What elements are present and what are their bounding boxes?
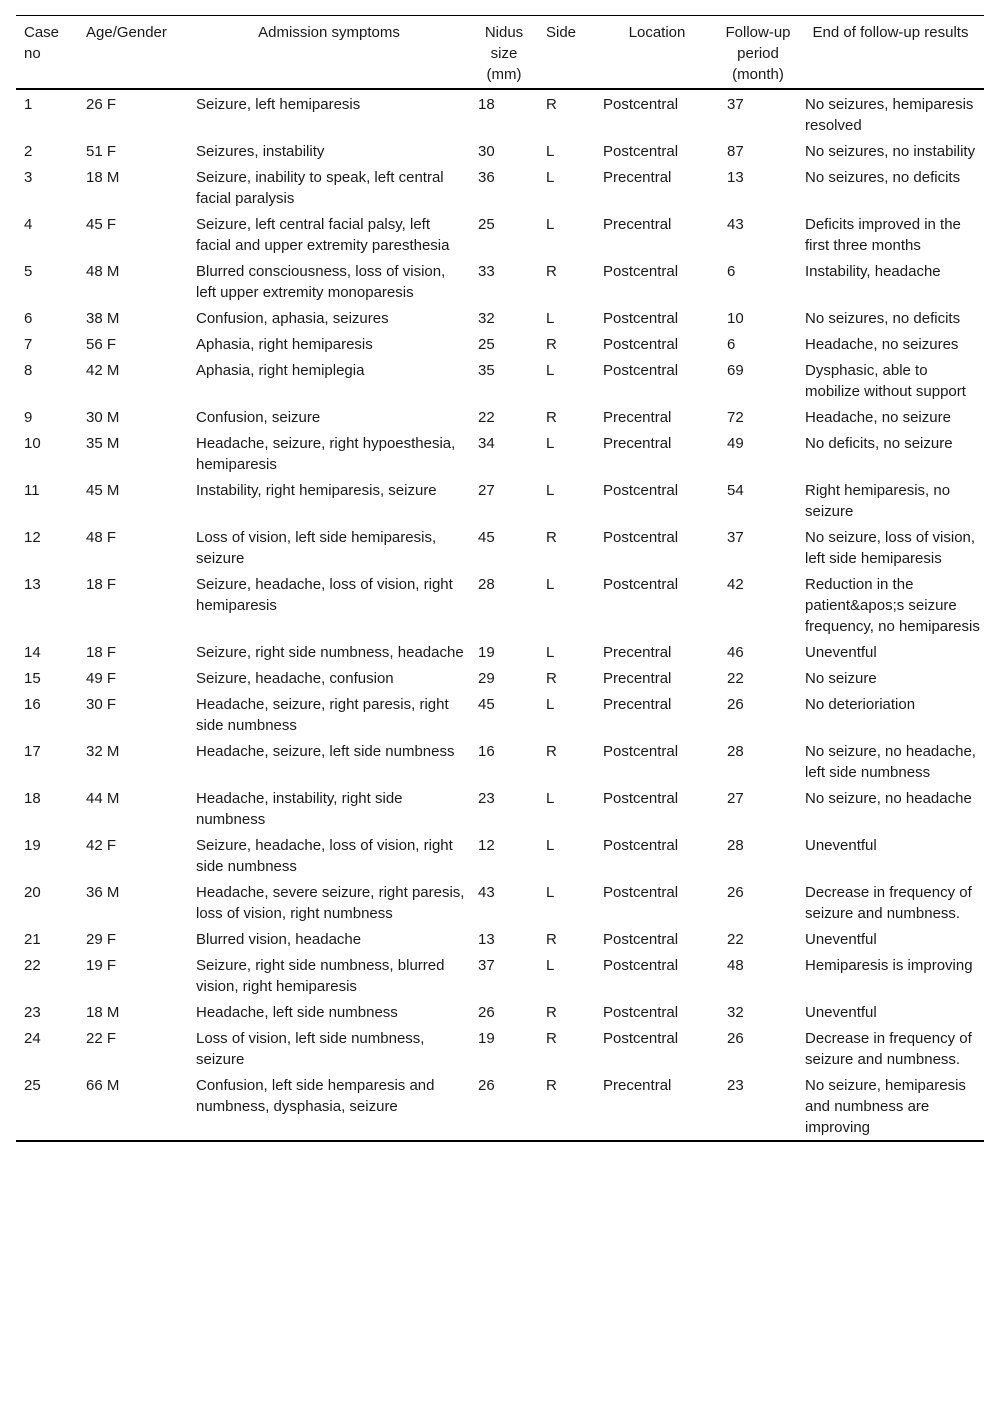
cell-side: L [546,644,555,661]
cell-follow-up: 72 [727,409,744,426]
cell-admission-symptoms: Confusion, aphasia, seizures [196,310,389,327]
cell-follow-up: 10 [727,310,744,327]
table-row [16,879,984,926]
cell-admission-symptoms: Headache, seizure, right hypoesthesia, hemiparesis [196,435,456,473]
cell-result: No deterioriation [805,696,916,713]
cell-location: Postcentral [603,743,679,760]
header-location: Location [628,24,686,41]
cell-follow-up: 26 [727,884,744,901]
cell-follow-up: 87 [727,143,744,160]
cell-age-gender: 48 M [86,263,120,280]
cell-age-gender: 56 F [86,336,117,353]
cell-admission-symptoms: Seizure, headache, loss of vision, right side numbness [196,837,453,875]
cell-nidus-size: 29 [478,670,495,687]
cell-location: Precentral [603,169,672,186]
cell-location: Postcentral [603,837,679,854]
cell-nidus-size: 19 [478,1030,495,1047]
cell-case-no: 19 [24,837,41,854]
cell-result: No seizures, no deficits [805,310,961,327]
cell-result: Uneventful [805,931,877,948]
cell-age-gender: 45 M [86,482,120,499]
table-header [16,16,984,90]
cell-follow-up: 48 [727,957,744,974]
cell-location: Precentral [603,216,672,233]
cell-location: Precentral [603,409,672,426]
cell-age-gender: 49 F [86,670,117,687]
cell-admission-symptoms: Seizures, instability [196,143,325,160]
cell-case-no: 12 [24,529,41,546]
cell-admission-symptoms: Headache, seizure, left side numbness [196,743,455,760]
cell-side: L [546,362,555,379]
case-table [16,15,984,1142]
cell-nidus-size: 45 [478,696,495,713]
cell-admission-symptoms: Headache, severe seizure, right paresis, loss of vision, right numbness [196,884,465,922]
cell-follow-up: 27 [727,790,744,807]
cell-case-no: 15 [24,670,41,687]
cell-side: R [546,96,557,113]
cell-side: L [546,310,555,327]
cell-side: L [546,169,555,186]
cell-follow-up: 49 [727,435,744,452]
table-body [16,89,984,1141]
cell-side: R [546,1030,557,1047]
cell-location: Postcentral [603,482,679,499]
cell-nidus-size: 26 [478,1077,495,1094]
cell-case-no: 20 [24,884,41,901]
cell-case-no: 18 [24,790,41,807]
cell-admission-symptoms: Confusion, seizure [196,409,321,426]
cell-location: Precentral [603,670,672,687]
cell-age-gender: 66 M [86,1077,120,1094]
cell-admission-symptoms: Seizure, left hemiparesis [196,96,361,113]
cell-case-no: 21 [24,931,41,948]
cell-admission-symptoms: Aphasia, right hemiplegia [196,362,365,379]
cell-nidus-size: 16 [478,743,495,760]
cell-age-gender: 22 F [86,1030,117,1047]
cell-age-gender: 18 M [86,1004,120,1021]
cell-nidus-size: 27 [478,482,495,499]
header-follow-up: Follow-up period (month) [725,24,791,83]
cell-follow-up: 32 [727,1004,744,1021]
cell-side: L [546,143,555,160]
cell-age-gender: 30 M [86,409,120,426]
cell-result: Hemiparesis is improving [805,957,973,974]
cell-follow-up: 37 [727,96,744,113]
cell-case-no: 14 [24,644,41,661]
cell-case-no: 17 [24,743,41,760]
cell-follow-up: 6 [727,336,736,353]
cell-age-gender: 51 F [86,143,117,160]
cell-side: L [546,216,555,233]
cell-case-no: 5 [24,263,33,280]
cell-case-no: 2 [24,143,33,160]
cell-admission-symptoms: Blurred vision, headache [196,931,362,948]
table-row [16,404,984,430]
cell-nidus-size: 22 [478,409,495,426]
cell-age-gender: 36 M [86,884,120,901]
cell-age-gender: 18 F [86,576,117,593]
header-age-gender: Age/Gender [86,24,167,41]
cell-admission-symptoms: Instability, right hemiparesis, seizure [196,482,437,499]
table-row [16,258,984,305]
cell-case-no: 8 [24,362,33,379]
cell-case-no: 16 [24,696,41,713]
cell-follow-up: 6 [727,263,736,280]
cell-result: Deficits improved in the first three months [805,216,961,254]
cell-nidus-size: 33 [478,263,495,280]
table-row [16,926,984,952]
cell-result: No seizures, hemiparesis resolved [805,96,974,134]
cell-follow-up: 46 [727,644,744,661]
cell-location: Postcentral [603,263,679,280]
cell-nidus-size: 35 [478,362,495,379]
cell-age-gender: 38 M [86,310,120,327]
cell-admission-symptoms: Aphasia, right hemiparesis [196,336,373,353]
cell-location: Postcentral [603,143,679,160]
cell-location: Postcentral [603,310,679,327]
cell-side: R [546,1077,557,1094]
cell-nidus-size: 34 [478,435,495,452]
cell-age-gender: 29 F [86,931,117,948]
cell-side: L [546,884,555,901]
cell-case-no: 1 [24,96,33,113]
cell-side: R [546,931,557,948]
cell-case-no: 25 [24,1077,41,1094]
table-row [16,1025,984,1072]
cell-admission-symptoms: Seizure, headache, confusion [196,670,394,687]
cell-nidus-size: 12 [478,837,495,854]
cell-case-no: 11 [24,482,40,499]
cell-side: L [546,696,555,713]
cell-admission-symptoms: Seizure, right side numbness, blurred vision, right hemiparesis [196,957,445,995]
cell-nidus-size: 28 [478,576,495,593]
cell-age-gender: 42 F [86,837,117,854]
cell-location: Postcentral [603,884,679,901]
table-row [16,138,984,164]
cell-side: R [546,529,557,546]
cell-age-gender: 26 F [86,96,117,113]
table-container [16,15,984,1142]
cell-result: Decrease in frequency of seizure and numbness. [805,1030,972,1068]
cell-nidus-size: 18 [478,96,495,113]
cell-side: R [546,743,557,760]
cell-case-no: 9 [24,409,33,426]
cell-location: Postcentral [603,957,679,974]
cell-location: Postcentral [603,790,679,807]
cell-result: Right hemiparesis, no seizure [805,482,951,520]
cell-side: R [546,1004,557,1021]
cell-follow-up: 26 [727,1030,744,1047]
cell-case-no: 6 [24,310,33,327]
cell-admission-symptoms: Loss of vision, left side numbness, seizure [196,1030,425,1068]
cell-follow-up: 28 [727,743,744,760]
cell-side: R [546,336,557,353]
cell-follow-up: 26 [727,696,744,713]
cell-follow-up: 54 [727,482,744,499]
cell-result: No seizure, loss of vision, left side hemiparesis [805,529,976,567]
cell-nidus-size: 43 [478,884,495,901]
cell-location: Postcentral [603,336,679,353]
table-row [16,691,984,738]
cell-age-gender: 35 M [86,435,120,452]
cell-result: Headache, no seizures [805,336,959,353]
table-row [16,164,984,211]
cell-location: Postcentral [603,529,679,546]
cell-location: Postcentral [603,96,679,113]
cell-nidus-size: 30 [478,143,495,160]
cell-nidus-size: 26 [478,1004,495,1021]
table-row [16,89,984,138]
table-row [16,999,984,1025]
cell-result: Uneventful [805,644,877,661]
cell-nidus-size: 25 [478,216,495,233]
cell-location: Postcentral [603,1030,679,1047]
cell-nidus-size: 32 [478,310,495,327]
table-row [16,639,984,665]
cell-age-gender: 45 F [86,216,117,233]
cell-admission-symptoms: Seizure, right side numbness, headache [196,644,464,661]
cell-case-no: 24 [24,1030,41,1047]
cell-age-gender: 42 M [86,362,120,379]
table-row [16,430,984,477]
table-row [16,832,984,879]
cell-side: L [546,576,555,593]
cell-admission-symptoms: Headache, seizure, right paresis, right side numbness [196,696,449,734]
cell-side: R [546,263,557,280]
cell-follow-up: 22 [727,931,744,948]
cell-follow-up: 42 [727,576,744,593]
cell-nidus-size: 45 [478,529,495,546]
table-row [16,211,984,258]
cell-age-gender: 19 F [86,957,117,974]
cell-admission-symptoms: Blurred consciousness, loss of vision, left upper extremity monoparesis [196,263,446,301]
cell-admission-symptoms: Seizure, inability to speak, left central facial paralysis [196,169,444,207]
cell-admission-symptoms: Seizure, headache, loss of vision, right hemiparesis [196,576,453,614]
cell-follow-up: 37 [727,529,744,546]
header-admission-symptoms: Admission symptoms [258,24,400,41]
cell-location: Precentral [603,644,672,661]
cell-case-no: 13 [24,576,41,593]
cell-case-no: 3 [24,169,33,186]
cell-follow-up: 22 [727,670,744,687]
cell-result: Uneventful [805,837,877,854]
cell-follow-up: 13 [727,169,744,186]
cell-age-gender: 18 M [86,169,120,186]
cell-side: L [546,790,555,807]
cell-result: No seizure, no headache [805,790,972,807]
cell-case-no: 4 [24,216,33,233]
cell-side: L [546,837,555,854]
cell-age-gender: 30 F [86,696,117,713]
cell-follow-up: 43 [727,216,744,233]
cell-case-no: 7 [24,336,33,353]
cell-nidus-size: 13 [478,931,495,948]
cell-age-gender: 44 M [86,790,120,807]
header-nidus-size: Nidus size (mm) [484,24,524,83]
table-row [16,357,984,404]
cell-location: Postcentral [603,1004,679,1021]
table-row [16,524,984,571]
cell-side: L [546,957,555,974]
cell-admission-symptoms: Loss of vision, left side hemiparesis, seizure [196,529,437,567]
table-row [16,331,984,357]
table-row [16,785,984,832]
cell-admission-symptoms: Headache, left side numbness [196,1004,398,1021]
cell-location: Postcentral [603,362,679,379]
cell-follow-up: 23 [727,1077,744,1094]
cell-location: Precentral [603,1077,672,1094]
cell-admission-symptoms: Seizure, left central facial palsy, left facial and upper extremity paresthesia [196,216,450,254]
cell-age-gender: 48 F [86,529,117,546]
cell-case-no: 10 [24,435,41,452]
cell-result: Headache, no seizure [805,409,951,426]
cell-location: Precentral [603,696,672,713]
cell-side: R [546,409,557,426]
header-case-no: Case no [24,24,60,62]
cell-result: No seizures, no deficits [805,169,961,186]
cell-result: Instability, headache [805,263,941,280]
table-row [16,571,984,639]
cell-side: L [546,435,555,452]
cell-result: No seizure, no headache, left side numbness [805,743,976,781]
table-row [16,305,984,331]
cell-case-no: 22 [24,957,41,974]
cell-case-no: 23 [24,1004,41,1021]
cell-age-gender: 18 F [86,644,117,661]
cell-admission-symptoms: Confusion, left side hemparesis and numbness, dysphasia, seizure [196,1077,435,1115]
header-row [16,16,984,90]
cell-result: Decrease in frequency of seizure and numbness. [805,884,972,922]
cell-result: No seizure, hemiparesis and numbness are improving [805,1077,966,1136]
cell-location: Postcentral [603,576,679,593]
cell-nidus-size: 37 [478,957,495,974]
cell-nidus-size: 23 [478,790,495,807]
header-results: End of follow-up results [812,24,969,41]
cell-side: R [546,670,557,687]
cell-side: L [546,482,555,499]
table-row [16,665,984,691]
cell-admission-symptoms: Headache, instability, right side numbness [196,790,403,828]
table-row [16,1072,984,1141]
cell-follow-up: 69 [727,362,744,379]
cell-result: No seizure [805,670,877,687]
cell-age-gender: 32 M [86,743,120,760]
cell-result: No deficits, no seizure [805,435,953,452]
table-row [16,738,984,785]
table-row [16,477,984,524]
cell-result: Reduction in the patient&apos;s seizure frequency, no hemiparesis [805,576,980,635]
cell-nidus-size: 19 [478,644,495,661]
cell-result: Dysphasic, able to mobilize without support [805,362,966,400]
cell-result: No seizures, no instability [805,143,976,160]
cell-location: Postcentral [603,931,679,948]
cell-location: Precentral [603,435,672,452]
cell-nidus-size: 36 [478,169,495,186]
table-row [16,952,984,999]
header-side: Side [546,24,577,41]
cell-result: Uneventful [805,1004,877,1021]
cell-nidus-size: 25 [478,336,495,353]
cell-follow-up: 28 [727,837,744,854]
